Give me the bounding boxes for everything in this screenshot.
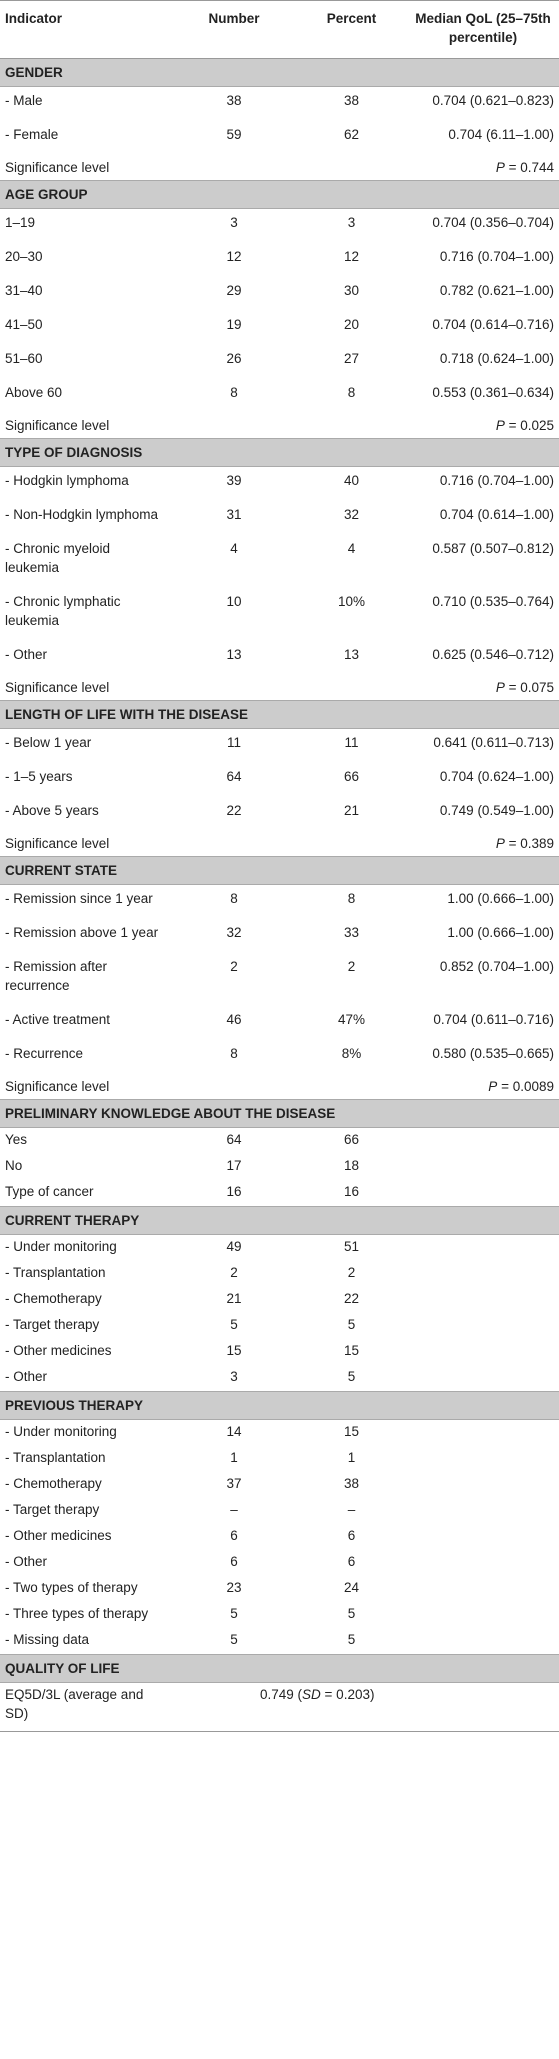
- section-title: TYPE OF DIAGNOSIS: [0, 439, 559, 467]
- table-row: [0, 1420, 559, 1447]
- row-percent: 30: [343, 283, 360, 298]
- row-number: 8: [230, 1046, 238, 1061]
- row-label: - Three types of therapy: [5, 1606, 149, 1621]
- row-number: 10: [226, 594, 242, 609]
- row-median-qol: 0.587 (0.507–0.812): [432, 541, 554, 556]
- section-title: QUALITY OF LIFE: [0, 1655, 559, 1683]
- row-label: 31–40: [5, 283, 43, 298]
- row-label: - Transplantation: [5, 1450, 106, 1465]
- row-percent: 5: [347, 1317, 356, 1332]
- section-title: PRELIMINARY KNOWLEDGE ABOUT THE DISEASE: [0, 1100, 559, 1128]
- table-row: [0, 1498, 559, 1524]
- row-median-qol: 1.00 (0.666–1.00): [447, 925, 554, 940]
- section-title: CURRENT THERAPY: [0, 1207, 559, 1235]
- row-percent: 38: [343, 1476, 360, 1491]
- table-row: [0, 1235, 559, 1262]
- row-percent: 2: [347, 959, 356, 974]
- row-number: 59: [226, 127, 242, 142]
- table-row: [0, 729, 559, 764]
- row-median-qol: 0.704 (6.11–1.00): [448, 127, 554, 142]
- row-median-qol: [407, 1576, 559, 1602]
- row-median-qol: [407, 1365, 559, 1392]
- row-number: 64: [226, 1132, 242, 1147]
- row-number: 38: [226, 93, 242, 108]
- table-row: [0, 885, 559, 920]
- row-label: - Non-Hodgkin lymphoma: [5, 507, 159, 522]
- row-label: No: [5, 1158, 23, 1173]
- table-row: [0, 243, 559, 277]
- significance-label: Significance level: [5, 836, 110, 851]
- significance-row: [0, 675, 559, 701]
- row-label: - 1–5 years: [5, 769, 73, 784]
- sd-symbol: SD: [302, 1687, 321, 1702]
- row-number: –: [230, 1502, 238, 1517]
- row-number: 5: [230, 1632, 238, 1647]
- row-percent: 22: [343, 1291, 360, 1306]
- row-label: 51–60: [5, 351, 43, 366]
- header-number: Number: [172, 1, 296, 59]
- row-percent: –: [347, 1502, 356, 1517]
- table-row: [0, 1128, 559, 1155]
- section-title: AGE GROUP: [0, 181, 559, 209]
- row-label: - Active treatment: [5, 1012, 111, 1027]
- section-title: LENGTH OF LIFE WITH THE DISEASE: [0, 701, 559, 729]
- row-median-qol: [407, 1261, 559, 1287]
- table-row: [0, 1576, 559, 1602]
- row-percent: 10%: [337, 594, 366, 609]
- section-header: [0, 1655, 559, 1683]
- row-number: 2: [230, 959, 238, 974]
- row-percent: 18: [343, 1158, 360, 1173]
- row-percent: 38: [343, 93, 360, 108]
- row-label: - Target therapy: [5, 1317, 100, 1332]
- row-percent: 16: [343, 1184, 360, 1199]
- table-row: [0, 1602, 559, 1628]
- row-median-qol: 1.00 (0.666–1.00): [447, 891, 554, 906]
- table-row: [0, 1365, 559, 1392]
- row-percent: 21: [343, 803, 360, 818]
- row-median-qol: 0.718 (0.624–1.00): [439, 351, 554, 366]
- row-label: - Under monitoring: [5, 1424, 117, 1439]
- row-median-qol: [407, 1235, 559, 1262]
- table-row: [0, 1339, 559, 1365]
- row-label: Type of cancer: [5, 1184, 94, 1199]
- row-label: 20–30: [5, 249, 43, 264]
- significance-row: [0, 413, 559, 439]
- row-number: 6: [230, 1528, 238, 1543]
- row-label: - Chronic myeloid leukemia: [5, 541, 111, 575]
- section-header: [0, 181, 559, 209]
- row-number: 4: [230, 541, 238, 556]
- row-label: 1–19: [5, 215, 36, 230]
- row-label: 41–50: [5, 317, 43, 332]
- section-title: GENDER: [0, 59, 559, 87]
- row-percent: 32: [343, 507, 360, 522]
- row-percent: 6: [347, 1528, 356, 1543]
- row-label: - Other: [5, 1369, 48, 1384]
- row-median-qol: [407, 1420, 559, 1447]
- table-row: [0, 1550, 559, 1576]
- row-percent: 12: [343, 249, 360, 264]
- table-row: [0, 1180, 559, 1207]
- row-median-qol: 0.716 (0.704–1.00): [439, 473, 554, 488]
- row-number: 8: [230, 385, 238, 400]
- table-row: [0, 121, 559, 155]
- header-row: [0, 1, 559, 59]
- row-number: 46: [226, 1012, 242, 1027]
- row-median-qol: 0.553 (0.361–0.634): [432, 385, 554, 400]
- row-number: 6: [230, 1554, 238, 1569]
- row-label: - Recurrence: [5, 1046, 84, 1061]
- row-number: 14: [226, 1424, 242, 1439]
- p-value: = 0.075: [504, 680, 554, 695]
- table-row: [0, 588, 559, 641]
- table-row: [0, 379, 559, 413]
- significance-value: [407, 413, 559, 439]
- p-value: = 0.389: [504, 836, 554, 851]
- table-row: [0, 87, 559, 122]
- section-header: [0, 439, 559, 467]
- table-row: [0, 1628, 559, 1655]
- row-number: 64: [226, 769, 242, 784]
- table-row: [0, 953, 559, 1006]
- table-row: [0, 1472, 559, 1498]
- row-number: 39: [226, 473, 242, 488]
- row-median-qol: [407, 1128, 559, 1155]
- table-row: [0, 1006, 559, 1040]
- row-percent: 47%: [337, 1012, 366, 1027]
- row-percent: 8: [347, 385, 356, 400]
- section-header: [0, 59, 559, 87]
- row-median-qol: 0.704 (0.356–0.704): [432, 215, 554, 230]
- row-percent: 3: [347, 215, 356, 230]
- row-number: 19: [226, 317, 242, 332]
- row-label: - Male: [5, 93, 43, 108]
- row-number: 32: [226, 925, 242, 940]
- row-number: 31: [226, 507, 242, 522]
- row-label: - Remission above 1 year: [5, 925, 159, 940]
- table-row: [0, 209, 559, 244]
- table-row: [0, 1446, 559, 1472]
- row-number: 23: [226, 1580, 242, 1595]
- section-header: [0, 1392, 559, 1420]
- row-percent: 5: [347, 1632, 356, 1647]
- table-body: [0, 59, 559, 1732]
- row-label: - Above 5 years: [5, 803, 99, 818]
- row-label: - Missing data: [5, 1632, 90, 1647]
- row-number: 3: [230, 215, 238, 230]
- row-median-qol: [407, 1524, 559, 1550]
- row-number: 13: [226, 647, 242, 662]
- row-median-qol: 0.704 (0.624–1.00): [439, 769, 554, 784]
- row-median-qol: 0.716 (0.704–1.00): [439, 249, 554, 264]
- significance-label: Significance level: [5, 680, 110, 695]
- row-median-qol: 0.852 (0.704–1.00): [439, 959, 554, 974]
- row-percent: 11: [344, 735, 359, 750]
- p-symbol: P: [495, 160, 505, 175]
- table-header: [0, 1, 559, 59]
- row-label: - Transplantation: [5, 1265, 106, 1280]
- p-symbol: P: [495, 836, 505, 851]
- quality-value: [172, 1683, 559, 1732]
- row-number: 1: [230, 1450, 238, 1465]
- section-title: CURRENT STATE: [0, 857, 559, 885]
- row-label: - Chemotherapy: [5, 1291, 102, 1306]
- row-median-qol: [407, 1446, 559, 1472]
- row-median-qol: 0.704 (0.611–0.716): [433, 1012, 554, 1027]
- row-label: Above 60: [5, 385, 63, 400]
- p-symbol: P: [488, 1079, 498, 1094]
- table-row: [0, 501, 559, 535]
- table-row: [0, 1261, 559, 1287]
- significance-row: [0, 155, 559, 181]
- row-label: - Female: [5, 127, 59, 142]
- row-percent: 2: [347, 1265, 356, 1280]
- section-header: [0, 701, 559, 729]
- row-percent: 66: [343, 1132, 360, 1147]
- row-median-qol: 0.641 (0.611–0.713): [433, 735, 554, 750]
- row-percent: 15: [343, 1424, 360, 1439]
- table-row: [0, 1683, 559, 1732]
- row-label: - Chronic lymphatic leukemia: [5, 594, 121, 628]
- section-title: PREVIOUS THERAPY: [0, 1392, 559, 1420]
- row-percent: 13: [343, 647, 360, 662]
- quality-mean: 0.749 (: [260, 1687, 303, 1702]
- row-median-qol: [407, 1602, 559, 1628]
- row-median-qol: [407, 1339, 559, 1365]
- row-percent: 40: [343, 473, 360, 488]
- row-label: EQ5D/3L (average and SD): [0, 1683, 172, 1732]
- significance-label: Significance level: [5, 418, 110, 433]
- table-row: [0, 311, 559, 345]
- row-label: - Other medicines: [5, 1343, 112, 1358]
- row-label: - Chemotherapy: [5, 1476, 102, 1491]
- significance-label: Significance level: [5, 1079, 110, 1094]
- row-number: 3: [230, 1369, 238, 1384]
- row-number: 5: [230, 1317, 238, 1332]
- significance-value: [407, 675, 559, 701]
- row-percent: 5: [347, 1369, 356, 1384]
- row-median-qol: 0.704 (0.621–0.823): [432, 93, 554, 108]
- significance-row: [0, 1074, 559, 1100]
- table-row: [0, 919, 559, 953]
- row-label: - Remission after recurrence: [5, 959, 108, 993]
- table-row: [0, 277, 559, 311]
- table-row: [0, 1040, 559, 1074]
- table-row: [0, 763, 559, 797]
- row-label: - Other: [5, 647, 48, 662]
- row-number: 29: [226, 283, 242, 298]
- row-median-qol: 0.749 (0.549–1.00): [439, 803, 554, 818]
- row-percent: 4: [347, 541, 356, 556]
- p-symbol: P: [495, 418, 505, 433]
- significance-value: [407, 155, 559, 181]
- section-header: [0, 1207, 559, 1235]
- section-header: [0, 1100, 559, 1128]
- row-median-qol: 0.580 (0.535–0.665): [432, 1046, 554, 1061]
- row-label: - Below 1 year: [5, 735, 92, 750]
- row-percent: 8%: [341, 1046, 362, 1061]
- row-percent: 51: [343, 1239, 360, 1254]
- table-row: [0, 1524, 559, 1550]
- row-percent: 62: [343, 127, 360, 142]
- row-percent: 15: [343, 1343, 360, 1358]
- row-number: 5: [230, 1606, 238, 1621]
- row-median-qol: 0.704 (0.614–0.716): [432, 317, 554, 332]
- row-median-qol: [407, 1154, 559, 1180]
- header-percent: Percent: [296, 1, 407, 59]
- table-row: [0, 535, 559, 588]
- significance-row: [0, 831, 559, 857]
- table-row: [0, 1154, 559, 1180]
- row-percent: 27: [343, 351, 360, 366]
- row-percent: 66: [343, 769, 360, 784]
- row-number: 37: [226, 1476, 242, 1491]
- row-number: 26: [226, 351, 242, 366]
- significance-label: Significance level: [5, 160, 110, 175]
- row-number: 11: [226, 735, 241, 750]
- row-median-qol: 0.782 (0.621–1.00): [439, 283, 554, 298]
- header-indicator: Indicator: [0, 1, 172, 59]
- row-median-qol: [407, 1472, 559, 1498]
- row-number: 15: [226, 1343, 242, 1358]
- significance-value: [407, 1074, 559, 1100]
- p-value: = 0.0089: [497, 1079, 554, 1094]
- row-label: - Two types of therapy: [5, 1580, 138, 1595]
- row-median-qol: 0.704 (0.614–1.00): [439, 507, 554, 522]
- row-median-qol: [407, 1550, 559, 1576]
- row-median-qol: [407, 1180, 559, 1207]
- row-median-qol: [407, 1287, 559, 1313]
- row-median-qol: [407, 1628, 559, 1655]
- table-row: [0, 467, 559, 502]
- row-label: - Under monitoring: [5, 1239, 117, 1254]
- table-row: [0, 641, 559, 675]
- table-row: [0, 1313, 559, 1339]
- row-median-qol: [407, 1498, 559, 1524]
- row-label: Yes: [5, 1132, 28, 1147]
- row-label: - Other medicines: [5, 1528, 112, 1543]
- row-median-qol: 0.710 (0.535–0.764): [432, 594, 554, 609]
- row-number: 49: [226, 1239, 242, 1254]
- p-value: = 0.744: [504, 160, 554, 175]
- p-symbol: P: [495, 680, 505, 695]
- p-value: = 0.025: [504, 418, 554, 433]
- row-label: - Remission since 1 year: [5, 891, 153, 906]
- row-percent: 1: [347, 1450, 356, 1465]
- row-percent: 20: [343, 317, 360, 332]
- row-label: - Hodgkin lymphoma: [5, 473, 129, 488]
- row-median-qol: 0.625 (0.546–0.712): [432, 647, 554, 662]
- row-number: 8: [230, 891, 238, 906]
- table-row: [0, 797, 559, 831]
- quality-sd: = 0.203): [320, 1687, 375, 1702]
- row-label: - Other: [5, 1554, 48, 1569]
- significance-value: [407, 831, 559, 857]
- row-percent: 8: [347, 891, 356, 906]
- row-percent: 24: [343, 1580, 360, 1595]
- header-median-qol: Median QoL (25–75th percentile): [407, 1, 559, 59]
- table-row: [0, 345, 559, 379]
- row-number: 22: [226, 803, 242, 818]
- row-median-qol: [407, 1313, 559, 1339]
- row-number: 21: [226, 1291, 242, 1306]
- section-header: [0, 857, 559, 885]
- row-number: 12: [226, 249, 242, 264]
- row-number: 16: [226, 1184, 242, 1199]
- row-percent: 6: [347, 1554, 356, 1569]
- row-number: 17: [226, 1158, 242, 1173]
- row-label: - Target therapy: [5, 1502, 100, 1517]
- table-row: [0, 1287, 559, 1313]
- row-percent: 5: [347, 1606, 356, 1621]
- row-percent: 33: [343, 925, 360, 940]
- row-number: 2: [230, 1265, 238, 1280]
